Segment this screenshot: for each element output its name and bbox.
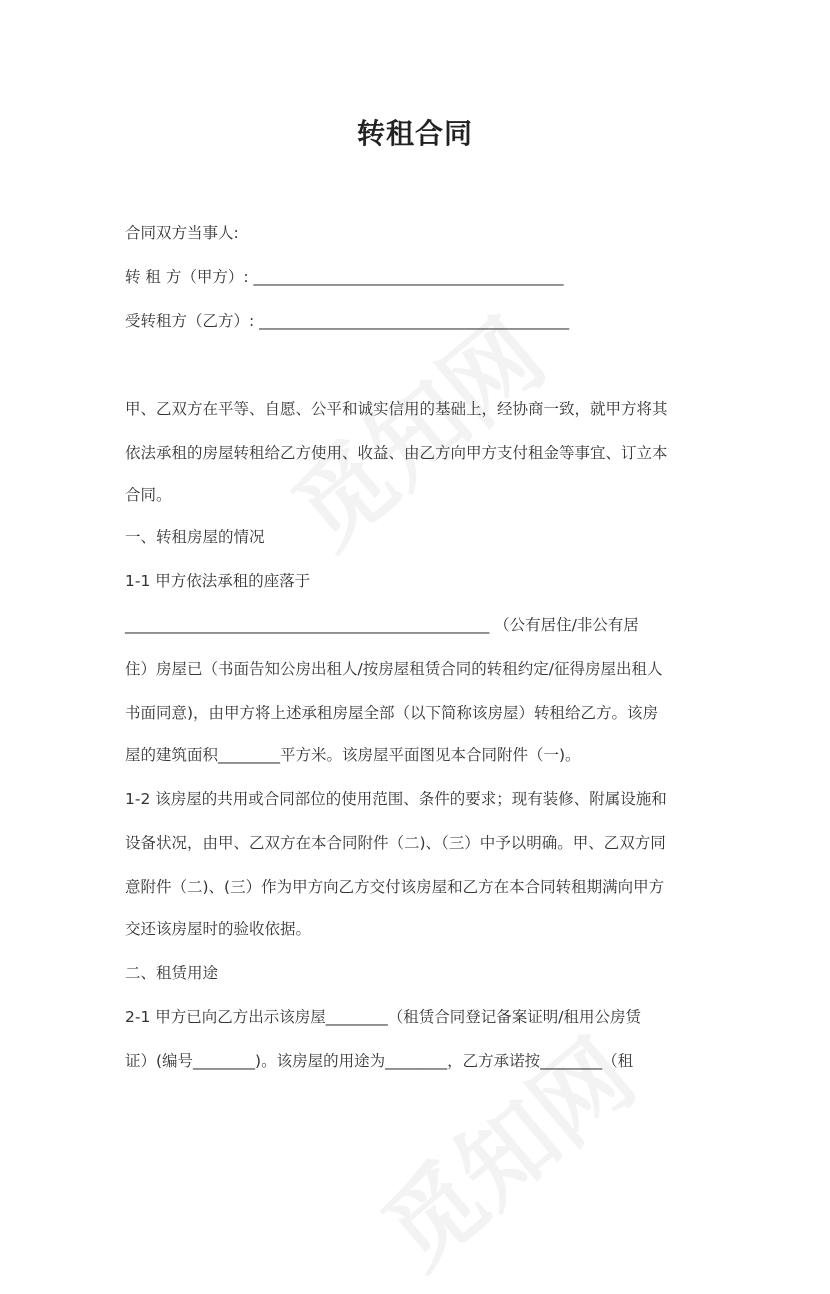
text-line: 意附件（二)、(三）作为甲方向乙方交付该房屋和乙方在本合同转租期满向甲方: [125, 878, 665, 896]
text-line: 设备状况，由甲、乙双方在本合同附件（二)、（三）中予以明确。甲、乙双方同: [125, 834, 666, 852]
text-line: 书面同意)，由甲方将上述承租房屋全部（以下简称该房屋）转租给乙方。该房: [125, 704, 659, 722]
text-line: 依法承租的房屋转租给乙方使用、收益、由乙方向甲方支付租金等事宜、订立本: [125, 444, 668, 462]
text-line: 合同。: [125, 486, 172, 504]
section-heading: 二、租赁用途: [125, 964, 219, 982]
text-line: 交还该房屋时的验收依据。: [125, 920, 312, 938]
text-line: 屋的建筑面积________平方米。该房屋平面图见本合同附件（一)。: [125, 746, 581, 764]
text-line: 受转租方（乙方）: ________________________________________: [125, 312, 570, 330]
watermark: [350, 1003, 659, 1293]
text-line: 转 租 方（甲方）: ________________________________________: [125, 268, 564, 286]
text-line: 2-1 甲方已向乙方出示该房屋________（租赁合同登记备案证明/租用公房赁: [125, 1008, 641, 1026]
text-line: 住）房屋已（书面告知公房出租人/按房屋租赁合同的转租约定/征得房屋出租人: [125, 660, 663, 678]
text-line: _______________________________________________ （公有居住/非公有居: [125, 616, 639, 634]
page-title: 转租合同: [356, 117, 473, 150]
text-line: 1-1 甲方依法承租的座落于: [125, 572, 311, 590]
text-line: 证）(编号________)。该房屋的用途为________，乙方承诺按________（租: [125, 1052, 634, 1070]
text-line: 甲、乙双方在平等、自愿、公平和诚实信用的基础上，经协商一致，就甲方将其: [125, 400, 668, 418]
text-line: 1-2 该房屋的共用或合同部位的使用范围、条件的要求；现有装修、附属设施和: [125, 790, 667, 808]
section-heading: 一、转租房屋的情况: [125, 528, 265, 546]
text-line: 合同双方当事人:: [125, 224, 239, 242]
